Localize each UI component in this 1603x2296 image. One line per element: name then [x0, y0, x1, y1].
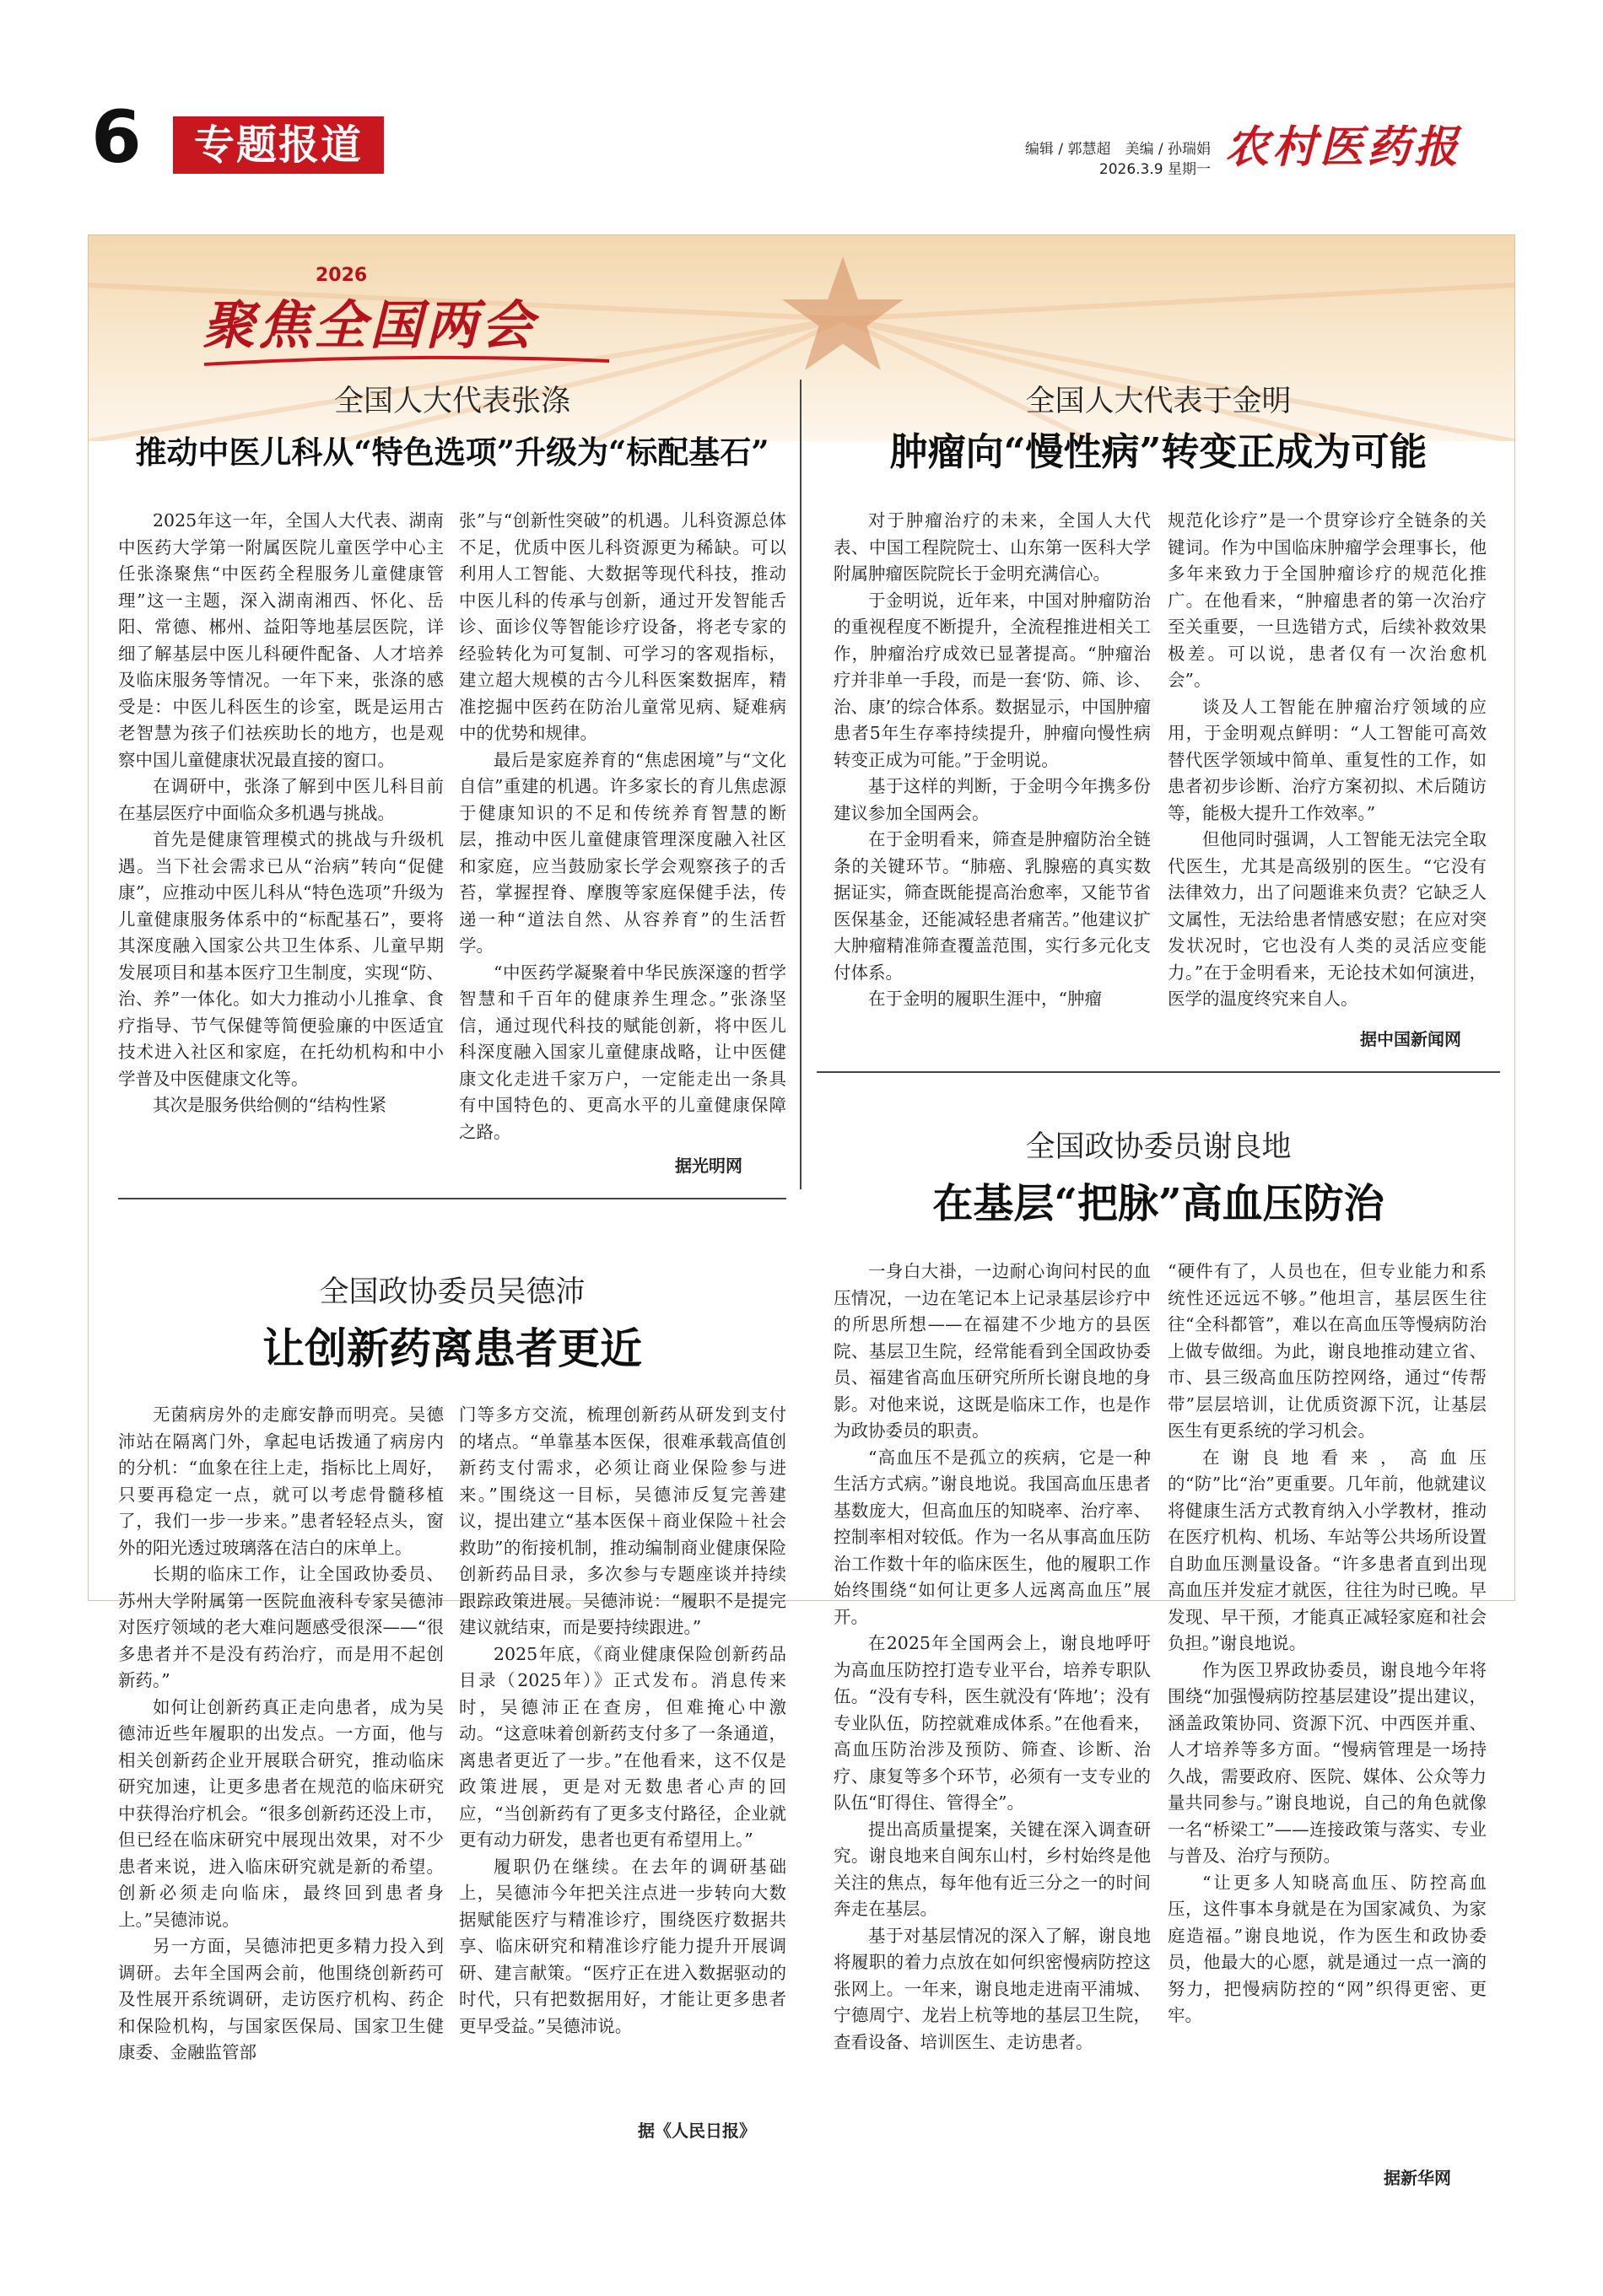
article-2-headline: 肿瘤向“慢性病”转变正成为可能 — [889, 429, 1428, 474]
article-4-source: 据新华网 — [1384, 2168, 1451, 2188]
paragraph: 规范化诊疗”是一个贯穿诊疗全链条的关键词。作为中国临床肿瘤学会理事长，他多年来致力于全国肿瘤诊疗的规范化推广。在他看来，“肿瘤患者的第一次治疗至关重要，一旦选错方式，后续补救效果极差。可以说，患者仅有一次治愈机会”。 — [1168, 510, 1487, 690]
paragraph: 在调研中，张涤了解到中医儿科目前在基层医疗中面临众多机遇与挑战。 — [118, 776, 444, 823]
article-1-column-2 — [459, 508, 786, 1145]
article-1-headline: 推动中医儿科从“特色选项”升级为“标配基石” — [135, 434, 769, 471]
issue-date: 2026.3.9 星期一 — [1098, 161, 1211, 178]
paragraph: 首先是健康管理模式的挑战与升级机遇。当下社会需求已从“治病”转向“促健康”，应推动中医儿科从“特色选项”升级为儿童健康服务体系中的“标配基石”，要将其深度融入国家公共卫生体系、儿童早期发展项目和基本医疗卫生制度，实现“防、治、养”一体化。如大力推动小儿推拿、食疗指导、节气保健等简便验廉的中医适宜技术进入社区和家庭，在托幼机构和中小学普及中医健康文化等。 — [118, 829, 444, 1089]
article-4-column-1 — [834, 1258, 1151, 2056]
paragraph: 谈及人工智能在肿瘤治疗领域的应用，于金明观点鲜明：“人工智能可高效替代医学领域中简单、重复性的工作，如患者初步诊断、治疗方案初拟、术后随访等，能极大提升工作效率。” — [1168, 696, 1487, 823]
editor-line: 编辑 / 郭慧超 美编 / 孙瑞娟 — [1024, 141, 1211, 158]
page-header — [0, 0, 1603, 194]
paragraph: 但他同时强调，人工智能无法完全取代医生，尤其是高级别的医生。“它没有法律效力，出了问题谁来负责？它缺乏人文属性，无法给患者情感安慰；在应对突发状况时，它也没有人类的灵活应变能力。”在于金明看来，无论技术如何演进，医学的温度终究来自人。 — [1168, 829, 1487, 1009]
paragraph: 在于金明看来，筛查是肿瘤防治全链条的关键环节。“肺癌、乳腺癌的真实数据证实，筛查既能提高治愈率，又能节省医保基金，还能减轻患者痛苦。”他建议扩大肿瘤精准筛查覆盖范围，实行多元化支付体系。 — [834, 829, 1151, 983]
paragraph: 门等多方交流，梳理创新药从研发到支付的堵点。“单靠基本医保，很难承载高值创新药支付需求，必须让商业保险参与进来。”围绕这一目标，吴德沛反复完善建议，提出建立“基本医保＋商业保险＋社会救助”的衔接机制，推动编制商业健康保险创新药品目录，多次参与专题座谈并持续跟踪政策进展。吴德沛说：“履职不是提完建议就结束，而是要持续跟进。” — [459, 1404, 786, 1637]
article-1-column-1 — [118, 508, 444, 1119]
paragraph: 对于肿瘤治疗的未来，全国人大代表、中国工程院院士、山东第一医科大学附属肿瘤医院院长于金明充满信心。 — [834, 510, 1151, 584]
paragraph: 张”与“创新性突破”的机遇。儿科资源总体不足，优质中医儿科资源更为稀缺。可以利用人工智能、大数据等现代科技，推动中医儿科的传承与创新，通过开发智能舌诊、面诊仪等智能诊疗设备，将老专家的经验转化为可复制、可学习的客观指标，建立超大规模的古今儿科医案数据库，精准挖掘中医药在防治儿童常见病、疑难病中的优势和规律。 — [459, 510, 786, 743]
editor-credits — [1025, 139, 1211, 180]
article-3-source: 据《人民日报》 — [638, 2121, 756, 2141]
article-2-column-1 — [834, 508, 1151, 1013]
paragraph: 最后是家庭养育的“焦虑困境”与“文化自信”重建的机遇。许多家长的育儿焦虑源于健康知识的不足和传统养育智慧的断层，推动中医儿童健康管理深度融入社区和家庭，应当鼓励家长学会观察孩子的舌苔，掌握捏脊、摩腹等家庭保健手法，传递一种“道法自然、从容养育”的生活哲学。 — [459, 749, 786, 956]
brush-stroke-decoration — [204, 353, 609, 369]
article-4-headline: 在基层“把脉”高血压防治 — [932, 1180, 1384, 1227]
banner-title: 聚焦全国两会 — [202, 294, 537, 356]
paragraph: “高血压不是孤立的疾病，它是一种生活方式病。”谢良地说。我国高血压患者基数庞大，但高血压的知晓率、治疗率、控制率相对较低。作为一名从事高血压防治工作数十年的临床医生，他的履职工作始终围绕“如何让更多人远离高血压”展开。 — [834, 1447, 1151, 1627]
column-divider-top — [800, 380, 802, 1189]
paragraph: 作为医卫界政协委员，谢良地今年将围绕“加强慢病防控基层建设”提出建议，涵盖政策协同、资源下沉、中西医并重、人才培养等多方面。“慢病管理是一场持久战，需要政府、医院、媒体、公众等力量共同参与。”谢良地说，自己的角色就像一名“桥梁工”——连接政策与落实、专业与普及、治疗与预防。 — [1168, 1659, 1487, 1866]
paragraph: “中医药学凝聚着中华民族深邃的哲学智慧和千百年的健康养生理念。”张涤坚信，通过现代科技的赋能创新，将中医儿科深度融入国家儿童健康战略，让中医健康文化走进千家万户，一定能走出一条具有中国特色的、更高水平的儿童健康保障之路。 — [459, 962, 786, 1142]
article-2-column-2 — [1168, 508, 1487, 1013]
paragraph: 基于对基层情况的深入了解，谢良地将履职的着力点放在如何织密慢病防控这张网上。一年来，谢良地走进南平浦城、宁德周宁、龙岩上杭等地的基层卫生院，查看设备、培训医生、走访患者。 — [834, 1925, 1151, 2052]
paragraph: 其次是服务供给侧的“结构性紧 — [153, 1095, 386, 1115]
paragraph: 在2025年全国两会上，谢良地呼吁为高血压防控打造专业平台，培养专职队伍。“没有专科，医生就没有‘阵地’；没有专业队伍，防控就难成体系。”在他看来，高血压防治涉及预防、筛查、诊断、治疗、康复等多个环节，必须有一支专业的队伍“盯得住、管得全”。 — [834, 1633, 1151, 1813]
paragraph: 长期的临床工作，让全国政协委员、苏州大学附属第一医院血液科专家吴德沛对医疗领域的老大难问题感受很深——“很多患者并不是没有药治疗，而是用不起创新药。” — [118, 1564, 444, 1690]
article-3-column-1 — [118, 1402, 444, 2067]
paragraph: 在谢良地看来，高血压的“防”比“治”更重要。几年前，他就建议将健康生活方式教育纳入小学教材，推动在医疗机构、机场、车站等公共场所设置自助血压测量设备。“许多患者直到出现高血压并发症才就医，往往为时已晚。早发现、早干预，才能真正减轻家庭和社会负担。”谢良地说。 — [1168, 1447, 1487, 1653]
paragraph: 2025年这一年，全国人大代表、湖南中医药大学第一附属医院儿童医学中心主任张涤聚焦“中医药全程服务儿童健康管理”这一主题，深入湖南湘西、怀化、岳阳、常德、郴州、益阳等地基层医院，详细了解基层中医儿科硬件配备、人才培养及临床服务等情况。一年下来，张涤的感受是：中医儿科医生的诊室，既是运用古老智慧为孩子们祛疾助长的地方，也是观察中国儿童健康状况最直接的窗口。 — [118, 510, 444, 770]
page-number: 6 — [91, 95, 142, 180]
article-3-column-2 — [459, 1402, 786, 2040]
paragraph: 另一方面，吴德沛把更多精力投入到调研。去年全国两会前，他围绕创新药可及性展开系统调研，走访医疗机构、药企和保险机构，与国家医保局、国家卫生健康委、金融监管部 — [118, 1936, 444, 2062]
horizontal-divider-right — [817, 1071, 1500, 1073]
paragraph: 履职仍在继续。在去年的调研基础上，吴德沛今年把关注点进一步转向大数据赋能医疗与精准诊疗，围绕医疗数据共享、临床研究和精准诊疗能力提升开展调研、建言献策。“医疗正在进入数据驱动的时代，只有把数据用好，才能让更多患者更早受益。”吴德沛说。 — [459, 1856, 786, 2036]
newspaper-masthead: 农村医药报 — [1225, 121, 1462, 173]
paragraph: “让更多人知晓高血压、防控高血压，这件事本身就是在为国家减负、为家庭造福。”谢良地说，作为医生和政协委员，他最大的心愿，就是通过一点一滴的努力，把慢病防控的“网”织得更密、更牢。 — [1168, 1872, 1487, 2025]
paragraph: 于金明说，近年来，中国对肿瘤防治的重视程度不断提升，全流程推进相关工作，肿瘤治疗成效已显著提高。“肿瘤治疗并非单一手段，而是一套‘防、筛、诊、治、康’的综合体系。数据显示，中国肿瘤患者5年生存率持续提升，肿瘤向慢性病转变正成为可能。”于金明说。 — [834, 590, 1151, 770]
paragraph: 基于这样的判断，于金明今年携多份建议参加全国两会。 — [834, 776, 1151, 823]
article-2-source: 据中国新闻网 — [1360, 1029, 1461, 1049]
paragraph: 2025年底，《商业健康保险创新药品目录（2025年）》正式发布。消息传来时，吴德沛正在查房，但难掩心中激动。“这意味着创新药支付多了一条通道，离患者更近了一步。”在他看来，这不仅是政策进展，更是对无数患者心声的回应，“当创新药有了更多支付路径，企业就更有动力研发，患者也更有希望用上。” — [459, 1643, 786, 1850]
horizontal-divider-left — [118, 1198, 786, 1199]
article-3-headline: 让创新药离患者更近 — [262, 1323, 642, 1373]
paragraph: 提出高质量提案，关键在深入调查研究。谢良地来自闽东山村，乡村始终是他关注的焦点，每年他有近三分之一的时间奔走在基层。 — [834, 1819, 1151, 1919]
paragraph: 在于金明的履职生涯中，“肿瘤 — [868, 989, 1102, 1009]
paragraph: 一身白大褂，一边耐心询问村民的血压情况，一边在笔记本上记录基层诊疗中的所思所想——在福建不少地方的县医院、基层卫生院，经常能看到全国政协委员、福建省高血压研究所所长谢良地的身影。对他来说，这既是临床工作，也是作为政协委员的职责。 — [834, 1261, 1151, 1441]
article-1-source: 据光明网 — [675, 1156, 742, 1176]
paragraph: “硬件有了，人员也在，但专业能力和系统性还远远不够。”他坦言，基层医生往往“全科都管”，难以在高血压等慢病防治上做专做细。为此，谢良地推动建立省、市、县三级高血压防控网络，通过“传帮带”层层培训，让优质资源下沉，让基层医生有更系统的学习机会。 — [1168, 1261, 1487, 1441]
section-label: 专题报道 — [173, 116, 384, 174]
banner-year: 2026 — [316, 265, 368, 286]
star-icon — [780, 251, 906, 378]
article-3-kicker: 全国政协委员吴德沛 — [319, 1275, 586, 1309]
paragraph: 如何让创新药真正走向患者，成为吴德沛近些年履职的出发点。一方面，他与相关创新药企业开展联合研究，推动临床研究加速，让更多患者在规范的临床研究中获得治疗机会。“很多创新药还没上市，但已经在临床研究中展现出效果，对不少患者来说，进入临床研究就是新的希望。创新必须走向临床，最终回到患者身上。”吴德沛说。 — [118, 1696, 444, 1930]
article-2-kicker: 全国人大代表于金明 — [1025, 385, 1292, 418]
paragraph: 无菌病房外的走廊安静而明亮。吴德沛站在隔离门外，拿起电话拨通了病房内的分机：“血象在往上走，指标比上周好，只要再稳定一点，就可以考虑骨髓移植了，我们一步一步来。”患者轻轻点头，窗外的阳光透过玻璃落在洁白的床单上。 — [118, 1404, 444, 1558]
article-1-kicker: 全国人大代表张涤 — [333, 385, 570, 418]
article-4-column-2 — [1168, 1258, 1487, 2029]
article-4-kicker: 全国政协委员谢良地 — [1025, 1130, 1292, 1164]
